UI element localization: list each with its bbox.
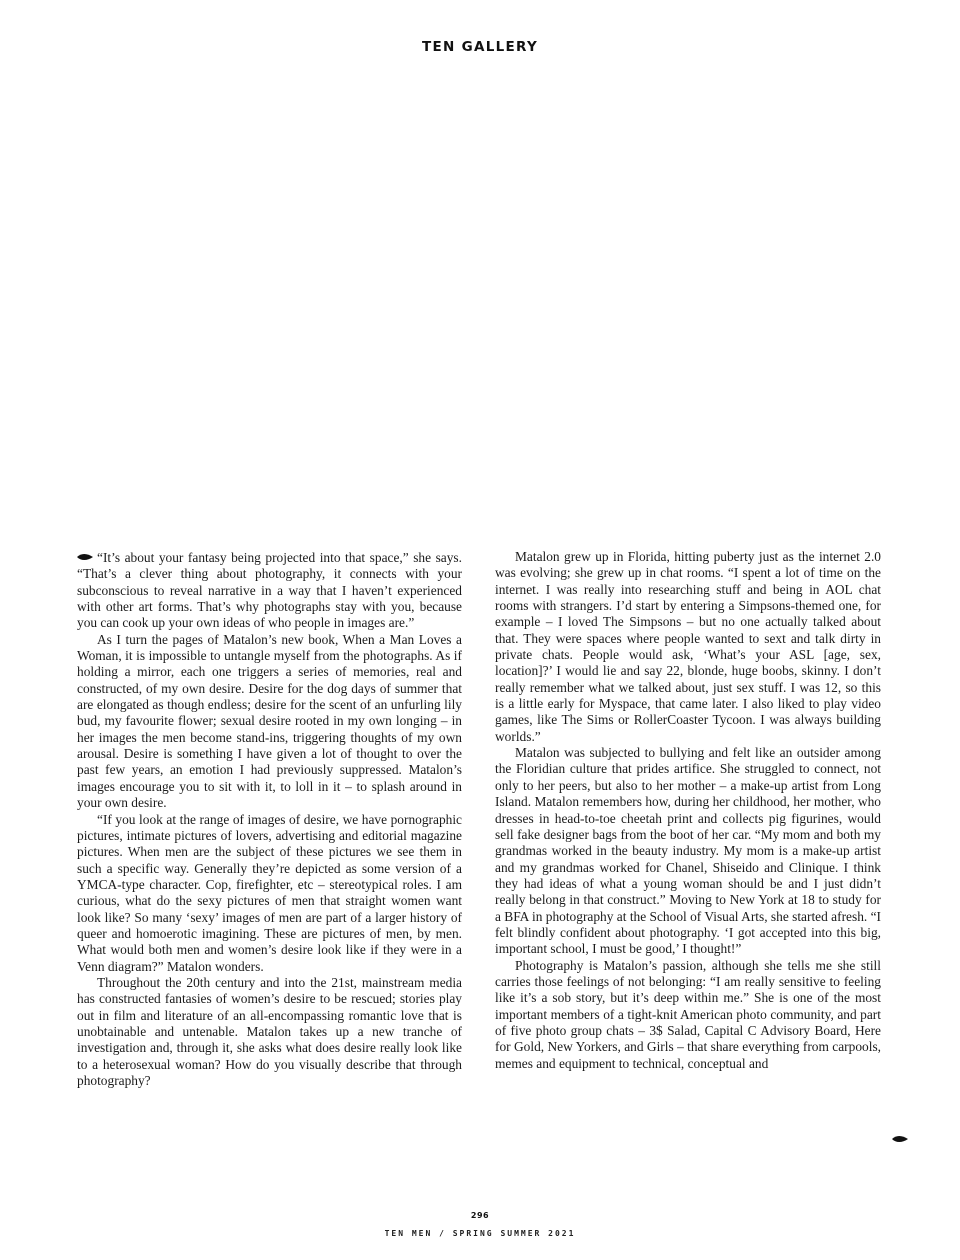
paragraph: Matalon was subjected to bullying and felt like an outsider among the Floridian culture that prides artifice. She struggled to connect, not only to her peers, but also to her mother – a make-up artist from Long Island. Matalon remembers how, during her childhood, her mother, who dresses in head-to-toe cheetah print and collects pig figurines, would sell fake designer bags from the boot of her car. “My mom and both my grandmas worked in the beauty industry. My mom is a make-up artist and my grandmas worked for Chanel, Shiseido and Clinique. I think they had ideas of what a young woman should be and I just didn’t really belong in that construct.” Moving to New York at 18 to study for a BFA in photography at the School of Visual Arts, she started afresh. “I felt blindly confident about photography. ‘I got accepted into this big, important school, I must be good,’ I thought!”: [495, 745, 881, 957]
paragraph-text: “It’s about your fantasy being projected into that space,” she says. “That’s a clever thing about photography, it connects with your subconscious to reveal narrative in a way that I haven’t experienced with other art forms. That’s why photographs stay with you, because you can cook up your own ideas of who people in images are.”: [77, 550, 462, 631]
paragraph: “If you look at the range of images of desire, we have pornographic pictures, intimate pictures of lovers, advertising and editorial magazine pictures. When men are the subject of these pictures we see them in such a specific way. Generally they’re depicted as some version of a YMCA-type character. Cop, firefighter, etc – stereotypical roles. I am curious, what do the sexy pictures of men that straight women want look like? So many ‘sexy’ images of men are part of a larger history of queer and homoerotic imagining. These are pictures of men, by men. What would both men and women’s desire look like if they were in a Venn diagram?” Matalon wonders.: [77, 811, 462, 974]
paragraph: Throughout the 20th century and into the 21st, mainstream media has constructed fantasies of women’s desire to be rescued; stories play out in film and literature of an all-encompassing romantic love that is unobtainable and untenable. Matalon takes up a new tranche of investigation and, through it, she asks what does desire really look like to a heterosexual woman? How do you visually describe that through photography?: [77, 974, 462, 1088]
paragraph: As I turn the pages of Matalon’s new book, When a Man Loves a Woman, it is impossible to untangle myself from the photographs. As if holding a mirror, each one triggers a series of memories, real and constructed, of my own desire. Desire for the dog days of summer that are elongated as though endless; desire for the scent of an unfurling lily bud, my favourite flower; sexual desire rooted in my own longing – in her images the men become stand-ins, triggering thoughts of my own arousal. Desire is something I have given a lot of thought to over the past few years, an emotion I had previously suppressed. Matalon’s images encourage you to sit with it, to loll in it – to splash around in your own desire.: [77, 631, 462, 811]
leaf-bullet-icon: [892, 1130, 908, 1138]
paragraph: Photography is Matalon’s passion, although she tells me she still carries those feelings of not belonging: “I am really sensitive to feeling like it’s a sob story, but it’s deep within me.” She is one of the most important members of a tight-knit American photo community, and part of five photo group chats – 3$ Salad, Capital C Advisory Board, Here for Gold, New Yorkers, and Girls – that share everything from carpools, memes and equipment to technical, conceptual and: [495, 957, 881, 1071]
paragraph: Matalon grew up in Florida, hitting puberty just as the internet 2.0 was evolving; she grew up in chat rooms. “I spent a lot of time on the internet. I was really into researching stuff and being in AOL chat rooms with strangers. I’d start by entering a Simpsons-themed one, for example – I loved The Simpsons – but no one actually talked about that. They were spaces where people wanted to sext and talk dirty in private chats. People would ask, ‘What’s your ASL [age, sex, location]?’ I would lie and say 22, blonde, huge boobs, skinny. I don’t really remember what we talked about, just sex stuff. I was 12, so this is a little early for Myspace, that came later. I also liked to play video games, like The Sims or RollerCoaster Tycoon. I was always building worlds.”: [495, 549, 881, 744]
paragraph: [77, 549, 462, 632]
page-number: 296: [470, 1211, 490, 1220]
leaf-bullet-icon: [77, 549, 93, 557]
article-column-right: [495, 549, 881, 1072]
article-column-left: [77, 549, 462, 1089]
section-title: TEN GALLERY: [421, 39, 539, 55]
publication-footer: TEN MEN / SPRING SUMMER 2021: [384, 1229, 576, 1238]
